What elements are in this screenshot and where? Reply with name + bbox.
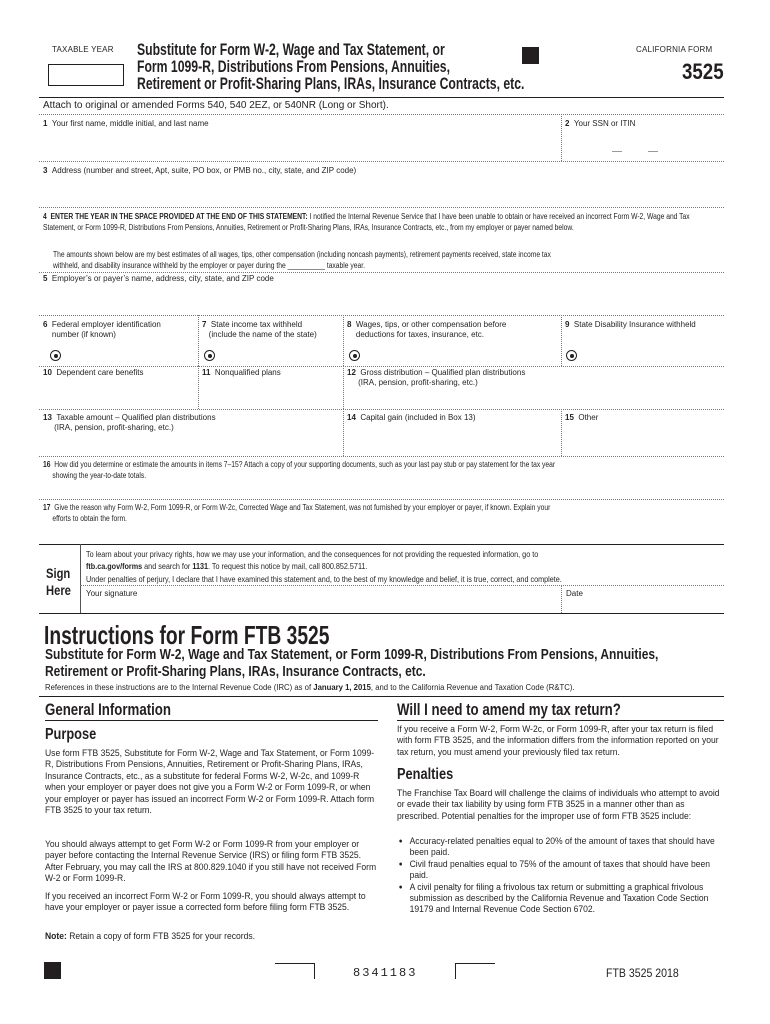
- penalties-heading: Penalties: [397, 766, 454, 783]
- signature-input[interactable]: [83, 598, 559, 612]
- corner-mark-right: [455, 963, 495, 979]
- field-9-radio[interactable]: [566, 350, 577, 361]
- purpose-heading: Purpose: [45, 726, 97, 743]
- rule: [39, 456, 724, 457]
- privacy-notice: To learn about your privacy rights, how we may use your information, and the consequences for not providing the requested information, go to ftb.ca.gov/forms and search for 1131. To request this notice by mail, call 800.852.5711.: [86, 549, 539, 571]
- rule: [39, 544, 724, 545]
- name-input[interactable]: [40, 131, 560, 160]
- instructions-title: Instructions for Form FTB 3525: [44, 620, 330, 650]
- registration-mark-top: [522, 47, 539, 64]
- rule: [39, 366, 724, 367]
- field-6-label: 6 Federal employer identification number (if known): [43, 320, 161, 339]
- form-title-line-1: Substitute for Form W-2, Wage and Tax Statement, or: [137, 41, 445, 59]
- field-11-label: 11 Nonqualified plans: [202, 368, 281, 377]
- rule: [39, 409, 724, 410]
- rule: [39, 499, 724, 500]
- california-form-label: CALIFORNIA FORM: [636, 45, 713, 54]
- field-3-label: 3 Address (number and street, Apt, suite, PO box, or PMB no., city, state, and ZIP code): [43, 166, 357, 175]
- field-6-radio[interactable]: [50, 350, 61, 361]
- amend-heading: Will I need to amend my tax return?: [397, 700, 621, 719]
- form-number: 3525: [682, 59, 724, 84]
- divider: [343, 409, 344, 456]
- field-13-label: 13 Taxable amount – Qualified plan distributions (IRA, pension, profit-sharing, etc.): [43, 413, 216, 432]
- divider: [198, 315, 199, 366]
- field-12-label: 12 Gross distribution – Qualified plan distributions (IRA, pension, profit-sharing, etc.): [347, 368, 526, 387]
- signature-label: Your signature: [86, 589, 138, 598]
- field-7-radio[interactable]: [204, 350, 215, 361]
- field-16-label: 16 How did you determine or estimate the amounts in items 7–15? Attach a copy of your supporting documents, such as your last pay stub or pay statement for the tax year showing the year-to-date totals.: [43, 460, 556, 480]
- here-label: Here: [46, 582, 71, 598]
- registration-mark-bottom: [44, 962, 61, 979]
- instructions-subtitle-1: Substitute for Form W-2, Wage and Tax Statement, or Form 1099-R, Distributions From Pensions, Annuities,: [45, 646, 659, 663]
- rule: [397, 720, 724, 721]
- list-item: ● Civil fraud penalties equal to 75% of the amount of taxes that should have been paid.: [397, 859, 727, 882]
- field-2-label: 2 Your SSN or ITIN: [565, 119, 636, 128]
- field-9-label: 9 State Disability Insurance withheld: [565, 320, 696, 329]
- sign-divider: [80, 544, 81, 613]
- date-input[interactable]: [564, 598, 722, 612]
- field-8-label: 8 Wages, tips, or other compensation before deductions for taxes, insurance, etc.: [347, 320, 507, 339]
- ssn-dash-1: [612, 151, 622, 152]
- amend-paragraph: If you receive a Form W-2, Form W-2c, or Form 1099-R, after your tax return is filed with form FTB 3525, and the information differs from the information reported on your tax return, you must amend your previously filed tax return.: [397, 724, 719, 758]
- field-1-label: 1 Your first name, middle initial, and last name: [43, 119, 209, 128]
- retention-note: Note: Retain a copy of form FTB 3525 for your records.: [45, 931, 256, 942]
- divider: [343, 315, 344, 366]
- employer-input[interactable]: [40, 286, 722, 314]
- rule: [39, 161, 724, 162]
- purpose-paragraph-3: If you received an incorrect Form W-2 or Form 1099-R, you should always attempt to have your employer or payer issue a corrected form before filing form FTB 3525.: [45, 891, 366, 914]
- divider: [561, 315, 562, 366]
- field-14-label: 14 Capital gain (included in Box 13): [347, 413, 476, 422]
- penalties-list: [397, 836, 727, 916]
- list-item: ● A civil penalty for filing a frivolous tax return or submitting a graphical frivolous submission as described by the California Revenue and Taxation Code Section 19179 and Internal Revenue Code Section 6702.: [397, 882, 727, 916]
- divider: [561, 585, 562, 613]
- header-rule: [39, 97, 724, 98]
- rule: [39, 272, 724, 273]
- field-4-statement: 4 ENTER THE YEAR IN THE SPACE PROVIDED AT THE END OF THIS STATEMENT: I notified the Internal Revenue Service that I have been unable to obtain or have received an incorrect Form W-2, Wage and Tax Statement, or Form 1099-R, Distributions From Pensions, Annuities, Retirement or Profit-Sharing Plans, IRAs, Insurance Contracts, etc., from my employer or payer named below.: [43, 212, 690, 232]
- references-note: References in these instructions are to the Internal Revenue Code (IRC) as of January 1, 2015, and to the California Revenue and Taxation Code (R&TC).: [45, 682, 575, 692]
- field-10-label: 10 Dependent care benefits: [43, 368, 144, 377]
- divider: [561, 409, 562, 456]
- rule: [39, 613, 724, 614]
- form-title-line-2: Form 1099-R, Distributions From Pensions, Annuities,: [137, 58, 450, 76]
- field-17-input[interactable]: [40, 525, 722, 543]
- instructions-subtitle-2: Retirement or Profit-Sharing Plans, IRAs, Insurance Contracts, etc.: [45, 663, 426, 680]
- rule: [39, 696, 724, 697]
- barcode-number: 8341183: [353, 966, 418, 980]
- attach-instructions: Attach to original or amended Forms 540, 540 2EZ, or 540NR (Long or Short).: [43, 100, 389, 111]
- corner-mark-left: [275, 963, 315, 979]
- list-item: ● Accuracy-related penalties equal to 20% of the amount of taxes that should have been paid.: [397, 836, 727, 859]
- field-16-input[interactable]: [40, 482, 722, 498]
- rule: [80, 585, 724, 586]
- rule: [39, 207, 724, 208]
- penalties-paragraph: The Franchise Tax Board will challenge the claims of individuals who attempt to avoid or evade their tax liability by using form FTB 3525 in a manner other than as prescribed. Potential penalties for the improper use of form FTB 3525 include:: [397, 788, 720, 822]
- divider: [561, 114, 562, 161]
- field-8-radio[interactable]: [349, 350, 360, 361]
- general-information-heading: General Information: [45, 700, 171, 719]
- address-input[interactable]: [40, 178, 722, 206]
- form-id-footer: FTB 3525 2018: [606, 966, 679, 980]
- purpose-paragraph-1: Use form FTB 3525, Substitute for Form W-2, Wage and Tax Statement, or Form 1099-R, Distributions From Pensions, Annuities, Retirement or Profit-Sharing Plans, IRAs, Insurance Contracts, etc., as a substitute for federal Forms W-2, W-2c, and 1099-R when your employer or payer does not give you a Form W-2 or Form 1099-R, or when your employer or payer has issued an incorrect Form W-2 or Form 1099-R. Attach form FTB 3525 to your tax return.: [45, 748, 375, 817]
- form-title-line-3: Retirement or Profit-Sharing Plans, IRAs, Insurance Contracts, etc.: [137, 75, 525, 93]
- field-15-label: 15 Other: [565, 413, 599, 422]
- field-17-label: 17 Give the reason why Form W-2, Form 1099-R, or Form W-2c, Corrected Wage and Tax Statement, was not furnished by your employer or payer, if known. Explain your efforts to obtain the form.: [43, 503, 551, 523]
- divider: [198, 366, 199, 409]
- sign-label: Sign: [46, 565, 71, 581]
- purpose-paragraph-2: You should always attempt to get Form W-2 or Form 1099-R from your employer or payer before contacting the Internal Revenue Service (IRS) or filing form FTB 3525. After February, you may call the IRS at 800.829.1040 if you still have not received Form W-2 or Form 1099-R.: [45, 839, 377, 885]
- rule: [39, 315, 724, 316]
- taxable-year-input[interactable]: [48, 64, 124, 86]
- divider: [343, 366, 344, 409]
- field-5-label: 5 Employer’s or payer’s name, address, city, state, and ZIP code: [43, 274, 274, 283]
- taxable-year-label: TAXABLE YEAR: [52, 45, 114, 54]
- ssn-input[interactable]: [564, 131, 722, 160]
- rule: [39, 114, 724, 115]
- field-7-label: 7 State income tax withheld (include the name of the state): [202, 320, 317, 339]
- rule: [45, 720, 378, 721]
- field-4-amounts-note: The amounts shown below are my best estimates of all wages, tips, other compensation (including noncash payments), retirement payments received, state income tax withheld, and disability insurance withheld by the employer or payer during the __________ taxable year.: [53, 250, 551, 270]
- ssn-dash-2: [648, 151, 658, 152]
- date-label: Date: [566, 589, 583, 598]
- perjury-statement: Under penalties of perjury, I declare that I have examined this statement and, to the best of my knowledge and belief, it is true, correct, and complete.: [86, 574, 562, 584]
